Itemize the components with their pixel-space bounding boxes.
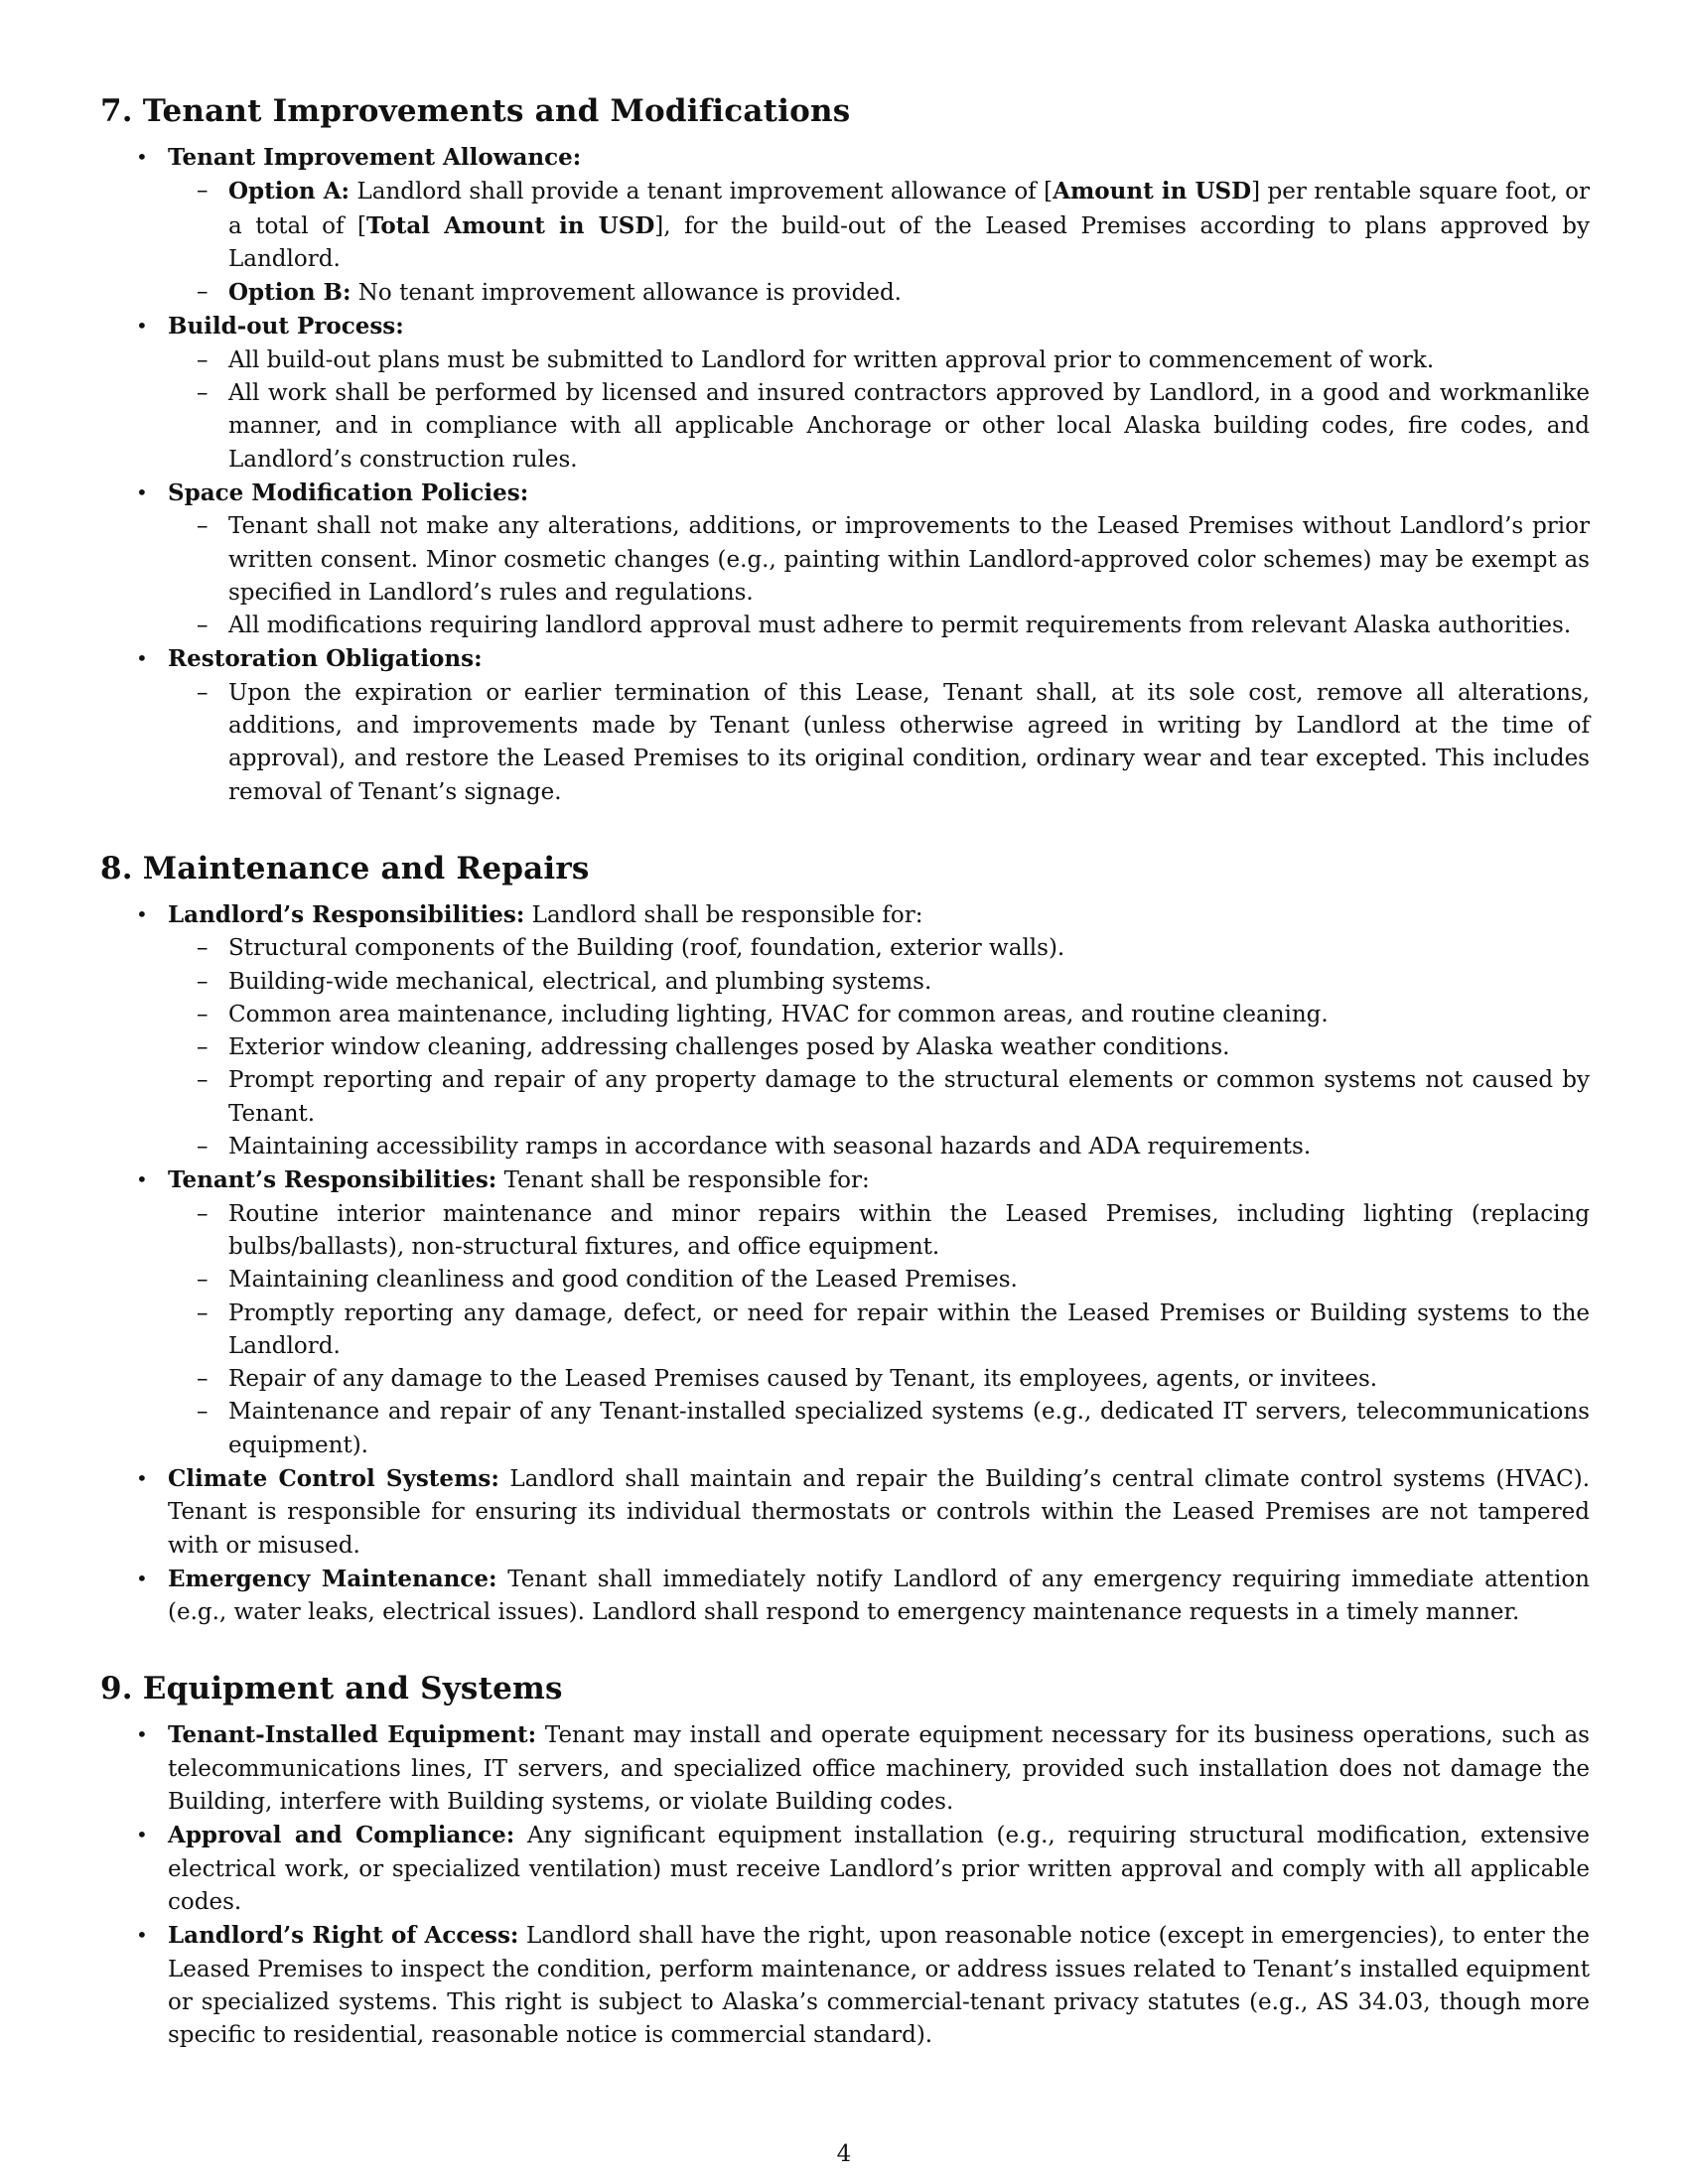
sub-item: – Maintenance and repair of any Tenant-installed specialized systems (e.g., dedicated IT servers, telecommunications equipment).: [168, 1396, 1590, 1462]
sub-item: – Upon the expiration or earlier termination of this Lease, Tenant shall, at its sole cost, remove all alterations, additions, and improvements made by Tenant (unless otherwise agreed in writing by Landlord at the time of approval), and restore the Leased Premises to its original condition, ordinary wear and tear excepted. This includes removal of Tenant’s signage.: [168, 677, 1590, 809]
section-heading: 9. Equipment and Systems: [100, 1671, 563, 1707]
sub-item: – Prompt reporting and repair of any property damage to the structural elements or common systems not caused by Tenant.: [168, 1064, 1590, 1131]
list-item: • Landlord’s Responsibilities: Landlord shall be responsible for: – Structural components of the Building (roof, foundation, exterior walls). – Building-wide mechanical, electrical, and plumbing systems. – Common area maintenance, including lighting, HVAC for common areas, and routine cleaning. – Exterior window cleaning, addressing challenges posed by Alaska weather conditions. – Prompt reporting and repair of any property damage to the structural elements or common systems not caused by Tenant. – Maintaining accessibility ramps in accordance with seasonal hazards and ADA requirements.: [100, 898, 1590, 1163]
list-item: • Landlord’s Right of Access: Landlord shall have the right, upon reasonable notice (except in emergencies), to enter the Leased Premises to inspect the condition, perform maintenance, or address issues related to Tenant’s installed equipment or specialized systems. This right is subject to Alaska’s commercial-tenant privacy statutes (e.g., AS 34.03, though more specific to residential, reasonable notice is commercial standard).: [100, 1919, 1590, 2052]
item-label: Space Modification Policies:: [168, 478, 529, 506]
item-label: Climate Control Systems:: [168, 1464, 499, 1492]
section-list: [100, 1718, 1590, 2052]
sub-item: – Promptly reporting any damage, defect, or need for repair within the Leased Premises or Building systems to the Landlord.: [168, 1297, 1590, 1364]
sub-item: – Common area maintenance, including lighting, HVAC for common areas, and routine cleaning.: [168, 999, 1590, 1031]
item-label: Tenant-Installed Equipment:: [168, 1721, 537, 1749]
sub-item: – All work shall be performed by licensed and insured contractors approved by Landlord, in a good and workmanlike manner, and in compliance with all applicable Anchorage or other local Alaska building codes, fire codes, and Landlord’s construction rules.: [168, 377, 1590, 477]
document-page: [100, 91, 1590, 2052]
page-number: 4: [836, 2141, 852, 2167]
sub-list: [168, 175, 1590, 310]
list-item: • Tenant’s Responsibilities: Tenant shall be responsible for: – Routine interior maintenance and minor repairs within the Leased Premises, including lighting (replacing bulbs/ballasts), non-structural fixtures, and office equipment. – Maintaining cleanliness and good condition of the Leased Premises. – Promptly reporting any damage, defect, or need for repair within the Leased Premises or Building systems to the Landlord. – Repair of any damage to the Leased Premises caused by Tenant, its employees, agents, or invitees. – Maintenance and repair of any Tenant-installed specialized systems (e.g., dedicated IT servers, telecommunications equipment).: [100, 1163, 1590, 1462]
section-list: [100, 141, 1590, 809]
sub-item: – Tenant shall not make any alterations, additions, or improvements to the Leased Premises without Landlord’s prior written consent. Minor cosmetic changes (e.g., painting within Landlord-approved color schemes) may be exempt as specified in Landlord’s rules and regulations.: [168, 510, 1590, 610]
item-label: Tenant’s Responsibilities:: [168, 1166, 497, 1194]
sub-list: [168, 932, 1590, 1163]
item-label: Landlord’s Responsibilities:: [168, 900, 525, 928]
item-label: Tenant Improvement Allowance:: [168, 144, 582, 171]
sub-list: [168, 1198, 1590, 1462]
sub-item: – All build-out plans must be submitted to Landlord for written approval prior to commencement of work.: [168, 344, 1590, 377]
list-item: • Approval and Compliance: Any significant equipment installation (e.g., requiring structural modification, extensive electrical work, or specialized ventilation) must receive Landlord’s prior written approval and comply with all applicable codes.: [100, 1819, 1590, 1919]
sub-item: – Option A: Landlord shall provide a tenant improvement allowance of [Amount in USD] per rentable square foot, or a total of [Total Amount in USD], for the build-out of the Leased Premises according to plans approved by Landlord.: [168, 175, 1590, 276]
list-item: • Tenant-Installed Equipment: Tenant may install and operate equipment necessary for its business operations, such as telecommunications lines, IT servers, and specialized office machinery, provided such installation does not damage the Building, interfere with Building systems, or violate Building codes.: [100, 1718, 1590, 1819]
item-label: Emergency Maintenance:: [168, 1565, 497, 1592]
section-9: [100, 1669, 1590, 2052]
section-heading: 7. Tenant Improvements and Modifications: [100, 93, 851, 129]
sub-list: [168, 510, 1590, 642]
list-item: [100, 310, 1590, 476]
sub-item: – Repair of any damage to the Leased Premises caused by Tenant, its employees, agents, or invitees.: [168, 1363, 1590, 1396]
sub-list: [168, 677, 1590, 809]
item-label: Build-out Process:: [168, 313, 404, 341]
sub-item: – All modifications requiring landlord approval must adhere to permit requirements from relevant Alaska authorities.: [168, 610, 1590, 642]
sub-item: – Routine interior maintenance and minor repairs within the Leased Premises, including lighting (replacing bulbs/ballasts), non-structural fixtures, and office equipment.: [168, 1198, 1590, 1265]
list-item: • Climate Control Systems: Landlord shall maintain and repair the Building’s central climate control systems (HVAC). Tenant is responsible for ensuring its individual thermostats or controls within the Leased Premises are not tampered with or misused.: [100, 1462, 1590, 1563]
list-item: [100, 141, 1590, 310]
item-label: Approval and Compliance:: [168, 1822, 515, 1849]
list-item: [100, 642, 1590, 808]
section-7: [100, 91, 1590, 809]
section-8: [100, 849, 1590, 1630]
item-label: Restoration Obligations:: [168, 645, 483, 673]
sub-item: – Maintaining cleanliness and good condition of the Leased Premises.: [168, 1264, 1590, 1297]
sub-item: – Option B: No tenant improvement allowance is provided.: [168, 276, 1590, 310]
sub-item: – Structural components of the Building (roof, foundation, exterior walls).: [168, 932, 1590, 965]
sub-item: – Exterior window cleaning, addressing challenges posed by Alaska weather conditions.: [168, 1031, 1590, 1064]
list-item: • Emergency Maintenance: Tenant shall immediately notify Landlord of any emergency requiring immediate attention (e.g., water leaks, electrical issues). Landlord shall respond to emergency maintenance requests in a timely manner.: [100, 1563, 1590, 1630]
section-heading: 8. Maintenance and Repairs: [100, 850, 590, 887]
sub-item: – Maintaining accessibility ramps in accordance with seasonal hazards and ADA requirements.: [168, 1131, 1590, 1163]
section-list: [100, 898, 1590, 1630]
item-label: Landlord’s Right of Access:: [168, 1922, 519, 1950]
sub-item: – Building-wide mechanical, electrical, and plumbing systems.: [168, 966, 1590, 999]
list-item: [100, 477, 1590, 642]
sub-list: [168, 344, 1590, 477]
